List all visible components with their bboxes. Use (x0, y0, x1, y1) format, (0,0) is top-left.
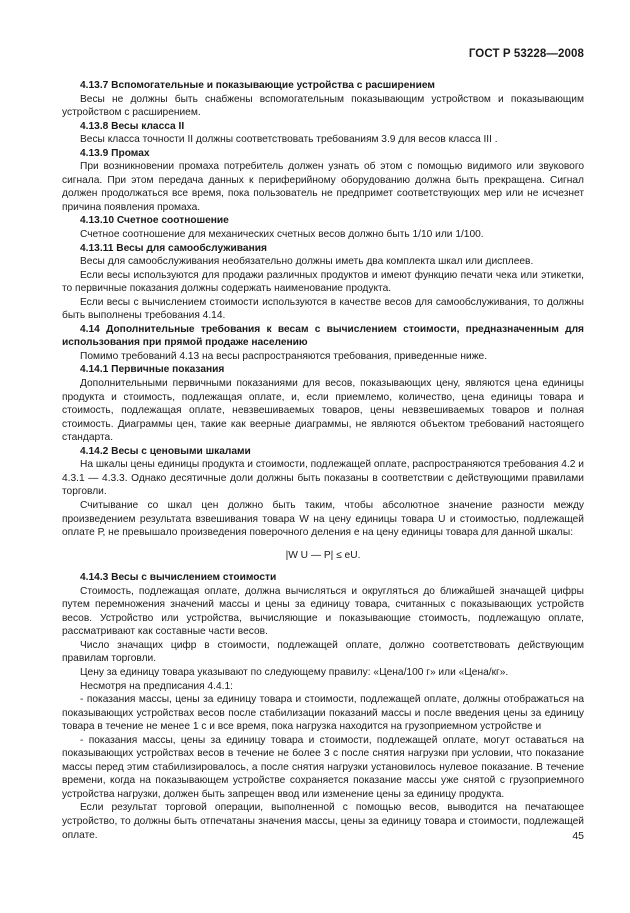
paragraph: Если результат торговой операции, выполненной с помощью весов, выводится на печатающее устройство, то должны быть отпечатаны значения массы, цены за единицу товара и стоимости, подлежащей оплате. (62, 802, 584, 841)
paragraph: Счетное соотношение для механических счетных весов должно быть 1/10 или 1/100. (80, 229, 484, 241)
section-heading: 4.14.1 Первичные показания (80, 364, 225, 376)
paragraph: Считывание со шкал цен должно быть таким, чтобы абсолютное значение разности между произведением результата взвешивания товара W на цену единицы товара U и стоимостью, подлежащей оплате Р, не превышало произведения поверочного деления e на цену единицы товара для данной шкалы: (62, 499, 584, 539)
paragraph: Помимо требований 4.13 на весы распространяются требования, приведенные ниже. (80, 350, 488, 362)
paragraph: - показания массы, цены за единицу товара и стоимости, подлежащей оплате, могут оставаться на показывающих устройствах весов в течение не более 3 с после снятия нагрузки при условии, что показание массы перед этим стабилизировалось, а после снятия нагрузки установилось нулевое показание. В течение времени, когда на показывающем устройстве сохраняется показание массы уже снятой с грузоприемного устройства нагрузки, должен быть запрещен ввод или изменение цены за единицу продукта. (62, 734, 584, 800)
paragraph: При возникновении промаха потребитель должен узнать об этом с помощью видимого или звукового сигнала. При этом передача данных к периферийному оборудованию должна быть прекращена. Сигнал должен продолжаться все время, пока пользователь не предпримет соответствующих мер или не исчезнет причина появления промаха. (62, 161, 584, 213)
section-heading: 4.13.9 Промах (80, 147, 150, 159)
section-heading: 4.13.10 Счетное соотношение (80, 215, 229, 227)
paragraph: Если весы с вычислением стоимости используются в качестве весов для самообслуживания, то должны быть выполнены требования 4.14. (62, 296, 584, 322)
paragraph: Число значащих цифр в стоимости, подлежащей оплате, должно соответствовать действующим правилам торговли. (62, 639, 584, 665)
document-body (62, 79, 584, 842)
paragraph: Несмотря на предписания 4.4.1: (80, 680, 233, 692)
paragraph: Весы класса точности II должны соответствовать требованиям 3.9 для весов класса III . (80, 134, 498, 146)
paragraph: Дополнительными первичными показаниями для весов, показывающих цену, являются цена единицы продукта и стоимость, подлежащая оплате, и, если приемлемо, количество, цена единицы товара и стоимость, подлежащая оплате, невзвешиваемых товаров, цены невзвешиваемых товаров и полная стоимость. Диаграммы цен, такие как веерные диаграммы, не являются объектом требований настоящего стандарта. (62, 378, 584, 444)
paragraph: Если весы используются для продажи различных продуктов и имеют функцию печати чека или этикетки, то первичные показания должны содержать наименование продукта. (62, 269, 584, 295)
section-heading: 4.14.3 Весы с вычислением стоимости (80, 572, 277, 584)
standard-code-header: ГОСТ Р 53228—2008 (468, 48, 584, 60)
paragraph: Стоимость, подлежащая оплате, должна вычисляться и округляться до ближайшей значащей цифры путем перемножения значений массы и цены за единицу товара, считанных с показывающих устройств весов. Устройство или устройства, вычисляющие и показывающие стоимость, подлежащую оплате, рассматривают как составные части весов. (62, 585, 584, 638)
page-number: 45 (572, 830, 584, 842)
paragraph: На шкалы цены единицы продукта и стоимости, подлежащей оплате, распространяются требования 4.2 и 4.3.1 — 4.3.3. Однако десятичные доли должны быть показаны в соответствии с действующими правилами торговли. (62, 459, 584, 498)
paragraph: Весы не должны быть снабжены вспомогательным показывающим устройством и показывающим устройством с расширением. (62, 93, 584, 119)
paragraph: Цену за единицу товара указывают по следующему правилу: «Цена/100 г» или «Цена/кг». (80, 666, 509, 678)
paragraph: Весы для самообслуживания необязательно должны иметь два комплекта шкал или дисплеев. (80, 256, 534, 268)
formula: |W U — P| ≤ eU. (285, 549, 361, 561)
section-heading: 4.13.7 Вспомогательные и показывающие устройства с расширением (80, 80, 435, 91)
section-heading: 4.14.2 Весы с ценовыми шкалами (80, 445, 251, 457)
paragraph: - показания массы, цены за единицу товара и стоимости, подлежащей оплате, должны отображаться на показывающих устройствах весов после стабилизации показаний массы и после введения цены за единицу товара в течение не менее 1 с и все время, пока нагрузка находится на грузоприемном устройстве и (62, 694, 584, 733)
section-heading: 4.13.8 Весы класса II (80, 120, 185, 132)
section-heading: 4.13.11 Весы для самообслуживания (80, 242, 267, 254)
section-heading: 4.14 Дополнительные требования к весам с вычислением стоимости, предназначенным для использования при прямой продаже населению (62, 323, 584, 349)
